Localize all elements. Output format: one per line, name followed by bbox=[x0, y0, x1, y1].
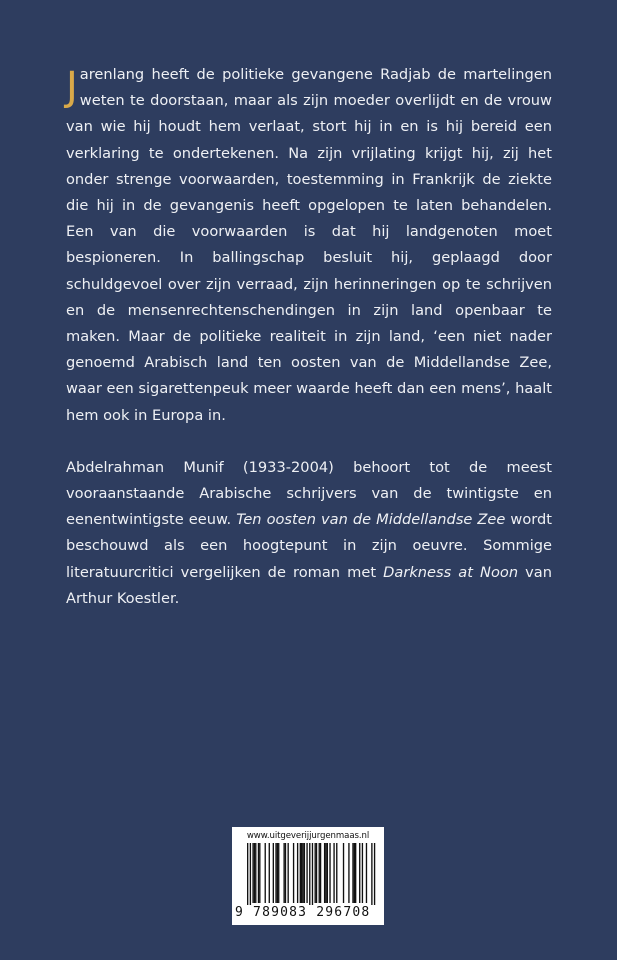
publisher-url: www.uitgeverijjurgenmaas.nl bbox=[246, 831, 370, 841]
barcode-bar bbox=[343, 843, 344, 903]
barcode-bar bbox=[255, 843, 256, 903]
barcode-bar bbox=[247, 843, 248, 909]
barcode-bar bbox=[309, 843, 310, 909]
barcode-bar bbox=[312, 843, 313, 909]
barcode-bar bbox=[304, 843, 305, 903]
isbn-digits: 9 789083 296708 bbox=[235, 905, 381, 921]
barcode-bar bbox=[277, 843, 278, 903]
barcode-bar bbox=[252, 843, 253, 903]
barcode-bar bbox=[265, 843, 266, 903]
barcode-bar bbox=[275, 843, 276, 903]
barcode-bar bbox=[327, 843, 328, 903]
barcode-bar bbox=[288, 843, 289, 903]
barcode-bar bbox=[254, 843, 255, 903]
barcode-bar bbox=[269, 843, 270, 903]
barcode-bar bbox=[366, 843, 367, 903]
barcode-bar bbox=[320, 843, 321, 903]
barcode-bar bbox=[354, 843, 355, 903]
barcode-bar bbox=[285, 843, 286, 903]
author-bio-paragraph bbox=[66, 455, 552, 612]
bio-text-2: wordt beschouwd als een hoogtepunt in zijn oeuvre. Sommige literatuurcritici vergelijken de roman met bbox=[66, 511, 552, 581]
barcode-bar bbox=[329, 843, 330, 903]
barcode-bar bbox=[273, 843, 274, 903]
barcode-bar bbox=[297, 843, 298, 903]
barcode-bar bbox=[293, 843, 294, 903]
bio-text-3: van Arthur Koestler. bbox=[66, 563, 552, 607]
barcode-bar bbox=[362, 843, 363, 903]
barcode-bar bbox=[258, 843, 259, 903]
book-title: Ten oosten van de Middellandse Zee bbox=[236, 511, 506, 529]
barcode-bar bbox=[355, 843, 356, 903]
bio-text-1: Abdelrahman Munif (1933-2004) behoort tot de meest vooraanstaande Arabische schrijvers van de twintigste en eenentwintigste eeuw. bbox=[66, 458, 552, 529]
comparison-title: Darkness at Noon bbox=[383, 563, 519, 581]
barcode-bar bbox=[352, 843, 353, 903]
barcode-bar bbox=[336, 843, 337, 903]
barcode-bar bbox=[301, 843, 302, 903]
barcode-bar bbox=[278, 843, 279, 903]
barcode-bar bbox=[250, 843, 251, 909]
barcode-bar bbox=[333, 843, 334, 903]
barcode-label bbox=[232, 827, 384, 925]
barcode-graphic bbox=[235, 843, 381, 911]
barcode-bar bbox=[348, 843, 349, 903]
barcode-bar bbox=[325, 843, 326, 903]
barcode-bar bbox=[319, 843, 320, 903]
barcode-bar bbox=[302, 843, 303, 903]
barcode-bar bbox=[306, 843, 307, 903]
summary-paragraph bbox=[66, 62, 552, 429]
barcode-bar bbox=[300, 843, 301, 903]
barcode-bar bbox=[359, 843, 360, 903]
drop-cap: J bbox=[66, 64, 78, 110]
blurb-text bbox=[66, 62, 552, 612]
barcode-bar bbox=[371, 843, 372, 909]
barcode-bar bbox=[324, 843, 325, 903]
barcode-bar bbox=[259, 843, 260, 903]
summary-text: arenlang heeft de politieke gevangene Radjab de martelingen weten te doorstaan, maar als zijn moeder overlijdt en de vrouw van wie hij houdt hem verlaat, stort hij in en is hij bereid een verklaring te ondertekenen. Na zijn vrijlating krijgt hij, zij het onder strenge voorwaarden, toestemming in Frankrijk de ziekte die hij in de gevangenis heeft opgelopen te laten behandelen. Een van die voorwaarden is dat hij landgenoten moet bespioneren. In ballingschap besluit hij, geplaagd door schuldgevoel over zijn verraad, zijn herinneringen op te schrijven en de mensenrechtenschendingen in zijn land openbaar te maken. Maar de politieke realiteit in zijn land, ‘een niet nader genoemd Arabisch land ten oosten van de Middellandse Zee, waar een sigarettenpeuk meer waarde heeft dan een mens’, haalt hem ook in Europa in. bbox=[66, 66, 552, 424]
barcode-bar bbox=[374, 843, 375, 909]
barcode-bar bbox=[316, 843, 317, 903]
barcode-bar bbox=[283, 843, 284, 903]
barcode-bar bbox=[315, 843, 316, 903]
